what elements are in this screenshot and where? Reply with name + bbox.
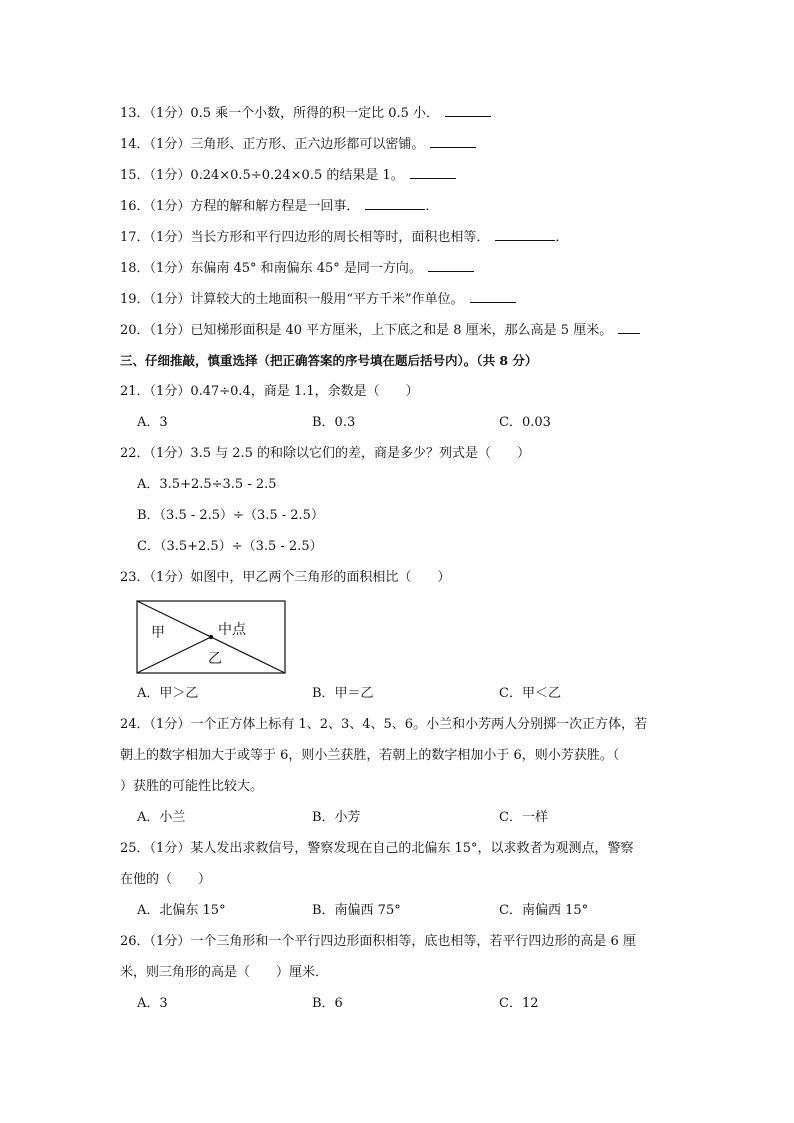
question-13 <box>120 104 491 123</box>
answer-blank-20[interactable] <box>618 321 640 334</box>
question-20-text: 20．（1分）已知梯形面积是 40 平方厘米，上下底之和是 8 厘米，那么高是 5 厘米。 <box>120 323 613 338</box>
question-20 <box>120 321 640 340</box>
q25-option-c[interactable]: C．南偏西 15° <box>499 903 589 918</box>
q21-option-b[interactable]: B．0.3 <box>312 415 356 430</box>
question-14 <box>120 135 476 154</box>
question-15 <box>120 166 456 185</box>
answer-blank-13[interactable] <box>445 104 491 117</box>
question-19-text: 19．（1分）计算较大的土地面积一般用“平方千米”作单位。 <box>120 292 464 307</box>
q26-option-c[interactable]: C．12 <box>499 996 539 1011</box>
answer-blank-17[interactable] <box>495 228 555 241</box>
question-24-line-2: 朝上的数字相加大于或等于 6，则小兰获胜，若朝上的数字相加小于 6，则小芳获胜。（ <box>120 748 620 763</box>
label-midpoint: 中点 <box>218 622 246 638</box>
question-17-tail: ． <box>555 230 569 245</box>
label-jia: 甲 <box>151 625 165 641</box>
question-14-text: 14．（1分）三角形、正方形、正六边形都可以密铺。 <box>120 137 425 152</box>
question-25-line-2: 在他的（ ） <box>120 872 212 887</box>
q24-option-b[interactable]: B．小芳 <box>312 810 361 825</box>
q21-option-a[interactable]: A．3 <box>137 415 168 430</box>
question-16-tail: ． <box>425 199 439 214</box>
q26-option-a[interactable]: A．3 <box>137 996 168 1011</box>
question-16-text: 16．（1分）方程的解和解方程是一回事． <box>120 199 360 214</box>
midpoint-dot <box>209 635 213 639</box>
question-15-text: 15．（1分）0.24×0.5÷0.24×0.5 的结果是 1。 <box>120 168 404 183</box>
question-21: 21．（1分）0.47÷0.4，商是 1.1，余数是（ ） <box>120 384 419 399</box>
q21-option-c[interactable]: C．0.03 <box>499 415 551 430</box>
question-26-line-1: 26．（1分）一个三角形和一个平行四边形面积相等，底也相等，若平行四边形的高是 6 厘 <box>120 934 636 949</box>
question-17-text: 17．（1分）当长方形和平行四边形的周长相等时，面积也相等． <box>120 230 490 245</box>
question-26-line-2: 米，则三角形的高是（ ）厘米． <box>120 965 329 980</box>
q22-option-b[interactable]: B．（3.5 - 2.5）÷（3.5 - 2.5） <box>137 508 324 523</box>
answer-blank-19[interactable] <box>470 290 516 303</box>
q24-option-a[interactable]: A．小兰 <box>137 810 186 825</box>
q23-option-b[interactable]: B．甲＝乙 <box>312 686 374 701</box>
answer-blank-16[interactable] <box>365 197 425 210</box>
figure-median <box>137 637 211 673</box>
answer-blank-14[interactable] <box>430 135 476 148</box>
q23-option-c[interactable]: C．甲＜乙 <box>499 686 561 701</box>
answer-blank-15[interactable] <box>410 166 456 179</box>
answer-blank-18[interactable] <box>428 259 474 272</box>
q22-option-a[interactable]: A．3.5+2.5÷3.5 - 2.5 <box>137 477 277 492</box>
question-18 <box>120 259 474 278</box>
q22-option-c[interactable]: C．（3.5+2.5）÷（3.5 - 2.5） <box>137 539 323 554</box>
question-24-line-3: ）获胜的可能性比较大。 <box>120 779 264 794</box>
question-16 <box>120 197 438 216</box>
question-23: 23．（1分）如图中，甲乙两个三角形的面积相比（ ） <box>120 570 451 585</box>
q26-option-b[interactable]: B．6 <box>312 996 343 1011</box>
question-25-line-1: 25．（1分）某人发出求救信号，警察发现在自己的北偏东 15°，以求救者为观测点，警察 <box>120 841 634 856</box>
q25-option-b[interactable]: B．南偏西 75° <box>312 903 401 918</box>
q25-option-a[interactable]: A．北偏东 15° <box>137 903 226 918</box>
question-24-line-1: 24．（1分）一个正方体上标有 1、2、3、4、5、6。小兰和小芳两人分别掷一次正方体，若 <box>120 717 648 732</box>
question-18-text: 18．（1分）东偏南 45° 和南偏东 45° 是同一方向。 <box>120 261 422 276</box>
q23-option-a[interactable]: A．甲＞乙 <box>137 686 199 701</box>
q24-option-c[interactable]: C．一样 <box>499 810 548 825</box>
question-17 <box>120 228 568 247</box>
label-yi: 乙 <box>208 651 222 667</box>
triangle-figure <box>136 600 288 676</box>
section-3-heading: 三、仔细推敲，慎重选择（把正确答案的序号填在题后括号内）。（共 8 分） <box>120 353 538 368</box>
question-19 <box>120 290 516 309</box>
question-22: 22．（1分）3.5 与 2.5 的和除以它们的差，商是多少？列式是（ ） <box>120 446 531 461</box>
question-13-text: 13．（1分）0.5 乘一个小数，所得的积一定比 0.5 小． <box>120 106 440 121</box>
